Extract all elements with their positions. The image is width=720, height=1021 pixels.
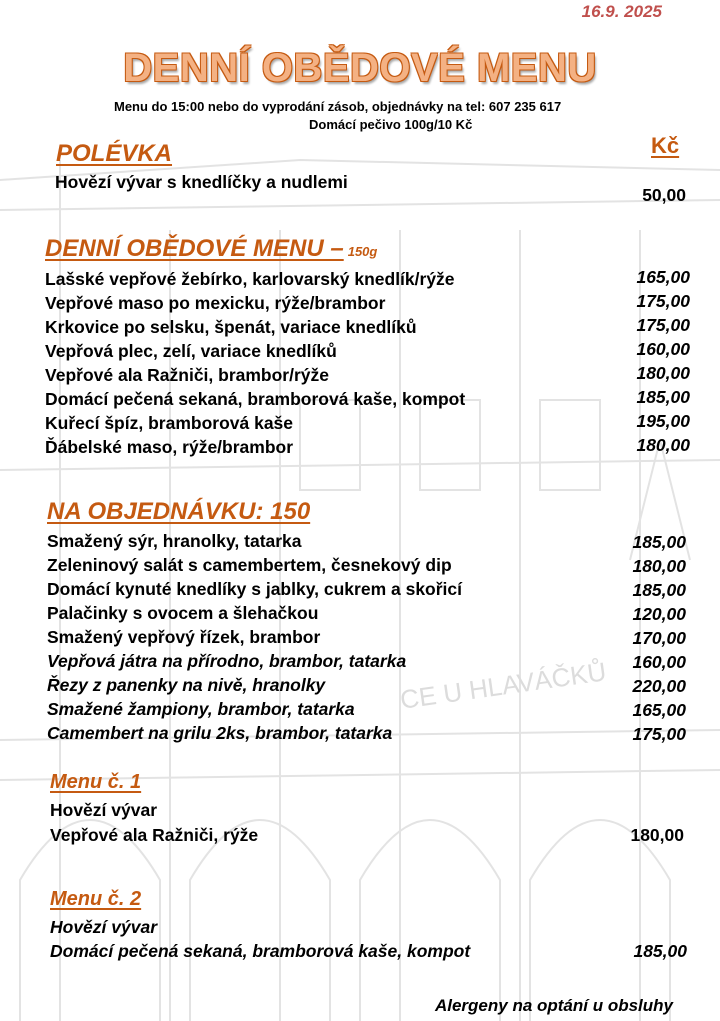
daily-item: Krkovice po selsku, špenát, variace knedlíků	[45, 317, 417, 337]
menu2-soup: Hovězí vývar	[50, 917, 158, 937]
order-heading: NA OBJEDNÁVKU: 150	[47, 498, 311, 525]
daily-menu-heading	[45, 235, 377, 263]
order-item: Zeleninový salát s camembertem, česnekový dip	[47, 555, 452, 575]
daily-item: Lašské vepřové žebírko, karlovarský knedlík/rýže	[45, 269, 455, 289]
menu1-soup: Hovězí vývar	[50, 800, 158, 820]
soup-heading: POLÉVKA	[56, 140, 173, 167]
order-item: Palačinky s ovocem a šlehačkou	[47, 603, 319, 623]
menu2-heading: Menu č. 2	[50, 888, 142, 910]
daily-price: 180,00	[636, 435, 690, 455]
order-item: Vepřová játra na přírodno, brambor, tatarka	[47, 651, 407, 671]
daily-item: Ďábelské maso, rýže/brambor	[45, 437, 294, 457]
page-title: DENNÍ OBĚDOVÉ MENU	[123, 46, 597, 90]
order-price: 165,00	[632, 700, 686, 720]
daily-menu-heading-text: DENNÍ OBĚDOVÉ MENU –	[45, 235, 344, 262]
daily-item: Vepřové maso po mexicku, rýže/brambor	[45, 293, 386, 313]
daily-price: 175,00	[636, 315, 690, 335]
order-item: Řezy z panenky na nivě, hranolky	[47, 675, 326, 695]
order-item: Camembert na grilu 2ks, brambor, tatarka	[47, 723, 393, 743]
daily-item: Domácí pečená sekaná, bramborová kaše, kompot	[45, 389, 466, 409]
order-info: Menu do 15:00 nebo do vyprodání zásob, objednávky na tel: 607 235 617	[114, 99, 562, 114]
order-item: Smažené žampiony, brambor, tatarka	[47, 699, 355, 719]
daily-price: 175,00	[636, 291, 690, 311]
daily-item: Vepřová plec, zelí, variace knedlíků	[45, 341, 337, 361]
order-item: Smažený vepřový řízek, brambor	[47, 627, 321, 647]
menu1-heading: Menu č. 1	[50, 771, 142, 793]
order-item: Smažený sýr, hranolky, tatarka	[47, 531, 302, 551]
allergen-note: Alergeny na optání u obsluhy	[434, 996, 673, 1015]
order-price: 175,00	[632, 724, 686, 744]
menu1-main: Vepřové ala Ražniči, rýže	[50, 825, 259, 845]
daily-item: Kuřecí špíz, bramborová kaše	[45, 413, 294, 433]
menu-date: 16.9. 2025	[581, 2, 662, 21]
daily-price: 180,00	[636, 363, 690, 383]
background-sign-text: CE U HLAVÁČKŮ	[398, 656, 609, 715]
daily-price: 185,00	[636, 387, 690, 407]
soup-price: 50,00	[642, 185, 686, 205]
order-item: Domácí kynuté knedlíky s jablky, cukrem a skořicí	[47, 579, 463, 599]
daily-price: 160,00	[636, 339, 690, 359]
menu2-price: 185,00	[633, 941, 687, 961]
order-price: 170,00	[632, 628, 686, 648]
bread-info: Domácí pečivo 100g/10 Kč	[309, 117, 473, 132]
daily-price: 165,00	[636, 267, 690, 287]
order-price: 180,00	[632, 556, 686, 576]
daily-menu-weight-note: 150g	[347, 244, 378, 259]
order-price: 185,00	[632, 532, 686, 552]
soup-item: Hovězí vývar s knedlíčky a nudlemi	[55, 172, 348, 192]
daily-item: Vepřové ala Ražniči, brambor/rýže	[45, 365, 330, 385]
order-price: 185,00	[632, 580, 686, 600]
order-price: 160,00	[632, 652, 686, 672]
order-price: 220,00	[632, 676, 686, 696]
daily-price: 195,00	[636, 411, 690, 431]
menu1-price: 180,00	[630, 825, 684, 845]
menu2-main: Domácí pečená sekaná, bramborová kaše, kompot	[50, 941, 471, 961]
order-price: 120,00	[632, 604, 686, 624]
currency-label: Kč	[651, 133, 680, 158]
